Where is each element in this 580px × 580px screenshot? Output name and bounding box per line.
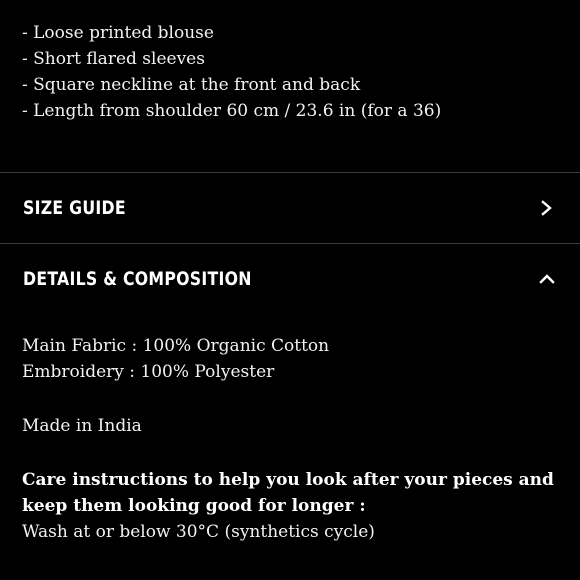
size-guide-accordion[interactable] [0, 173, 580, 243]
details-composition-title: DETAILS & COMPOSITION [23, 268, 252, 290]
description-item: - Square neckline at the front and back [22, 75, 361, 95]
description-item: - Loose printed blouse [22, 23, 214, 43]
description-item: - Short flared sleeves [22, 49, 205, 69]
chevron-up-icon [536, 268, 558, 290]
description-item: - Length from shoulder 60 cm / 23.6 in (for a 36) [22, 101, 442, 121]
details-composition-accordion[interactable] [0, 244, 580, 314]
care-instructions-heading: Care instructions to help you look after your pieces and keep them looking good for longer : [22, 470, 554, 516]
main-fabric-text: Main Fabric : 100% Organic Cotton [22, 336, 330, 356]
embroidery-text: Embroidery : 100% Polyester [22, 362, 275, 382]
chevron-right-icon [536, 197, 558, 219]
details-composition-content [22, 333, 562, 545]
origin-text: Made in India [22, 416, 142, 436]
product-description-list [22, 20, 441, 124]
size-guide-title: SIZE GUIDE [23, 197, 126, 219]
care-wash-text: Wash at or below 30°C (synthetics cycle) [22, 522, 375, 542]
